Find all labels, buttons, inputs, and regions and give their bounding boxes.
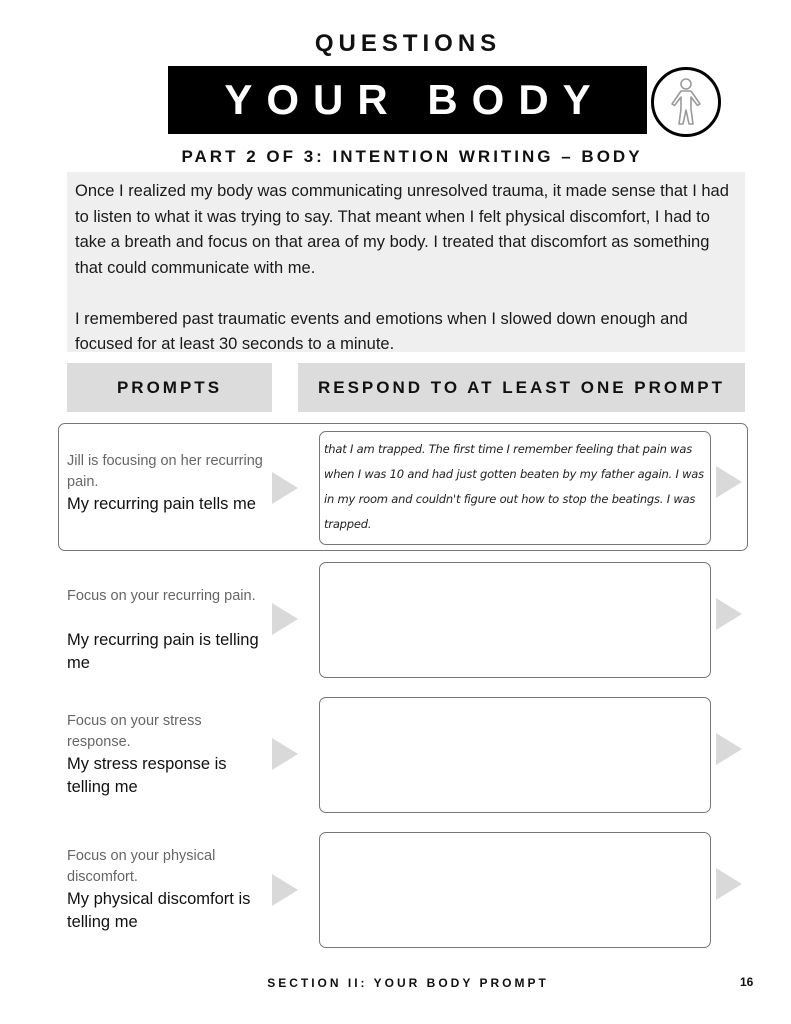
response-input[interactable] <box>319 697 711 813</box>
arrow-right-icon <box>272 603 298 635</box>
arrow-right-icon <box>272 472 298 504</box>
response-input[interactable] <box>319 832 711 948</box>
example-prompt: My recurring pain tells me <box>67 495 256 513</box>
person-figure-icon <box>650 66 722 138</box>
intro-paragraph: Once I realized my body was communicating unresolved trauma, it made sense that I had to listen to what it was trying to say. That meant when I felt physical discomfort, I had to take a breath and focus on that area of my body. I treated that discomfort as something that could communicate with me. <box>75 182 729 277</box>
prompts-column-header: PROMPTS <box>67 363 272 412</box>
page-number: 16 <box>740 975 754 989</box>
prompt-cue: Focus on your stress response. <box>67 713 202 750</box>
example-cue: Jill is focusing on her recurring pain. <box>67 453 263 490</box>
arrow-right-icon <box>272 874 298 906</box>
respond-column-header: RESPOND TO AT LEAST ONE PROMPT <box>298 363 745 412</box>
prompt-cue: Focus on your physical discomfort. <box>67 848 216 885</box>
prompt-text: My recurring pain is telling me <box>67 631 259 672</box>
footer-section-label: SECTION II: YOUR BODY PROMPT <box>267 976 549 990</box>
prompt-cue: Focus on your recurring pain. <box>67 588 256 604</box>
prompt-text: My physical discomfort is telling me <box>67 890 251 931</box>
arrow-right-icon <box>716 598 742 630</box>
questions-label: QUESTIONS <box>314 30 502 57</box>
arrow-right-icon <box>716 733 742 765</box>
arrow-right-icon <box>716 868 742 900</box>
prompt-text: My stress response is telling me <box>67 755 227 796</box>
arrow-right-icon <box>716 466 742 498</box>
response-input[interactable] <box>319 562 711 678</box>
arrow-right-icon <box>272 738 298 770</box>
section-subtitle: PART 2 OF 3: INTENTION WRITING – BODY <box>181 147 643 166</box>
intro-panel <box>67 172 745 352</box>
page-title: YOUR BODY <box>224 76 605 123</box>
title-bar <box>168 66 647 134</box>
intro-paragraph: I remembered past traumatic events and emotions when I slowed down enough and focused for at least 30 seconds to a minute. <box>75 309 688 353</box>
example-response: that I am trapped. The first time I remember feeling that pain was when I was 10 and had just gotten beaten by my father again. I was in my room and couldn't figure out how to stop the beatings. I was trapped. <box>319 431 711 545</box>
